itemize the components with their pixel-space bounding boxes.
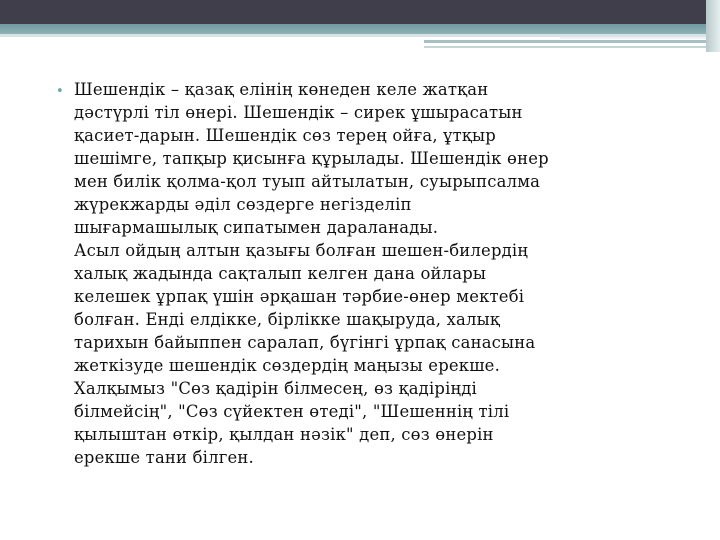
bullet-item [56,78,666,469]
header-teal-band [0,24,720,34]
header-right-edge [706,0,720,52]
paragraph: Шешендік – қазақ елінің көнеден келе жатқан дәстүрлі тіл өнері. Шешендік – сирек ұшырасатын қасиет-дарын. Шешендік сөз терең ойға, ұтқыр шешімге, тапқыр қисынға құрылады. Шешендік өнер мен билік қолма-қол туып айтылатын, суырыпсалма жүрекжарды әділ сөздерге негізделіп шығармашылық сипатымен дараланады. [74,80,549,237]
header-dark-band [0,0,720,24]
header-accent-line [560,37,706,39]
slide-content [56,78,666,469]
header-accent-line [424,46,706,48]
paragraph: Асыл ойдың алтын қазығы болған шешен-билердің халық жадында сақталып келген дана ойлары келешек ұрпақ үшін әрқашан тәрбие-өнер мектебі болған. Енді елдікке, бірлікке шақыруда, халық тарихын байыппен саралап, бүгінгі ұрпақ санасына жеткізуде шешендік сөздердің маңызы ерекше. Халқымыз "Сөз қадірін білмесең, өз қадіріңді білмейсің", "Сөз сүйектен өтеді", "Шешеннің тілі қылыштан өткір, қылдан нәзік" деп, сөз өнерін ерекше тани білген. [74,241,536,467]
header-accent-line [424,40,706,43]
bullet-text [74,78,666,469]
bullet-icon: • [56,84,64,99]
